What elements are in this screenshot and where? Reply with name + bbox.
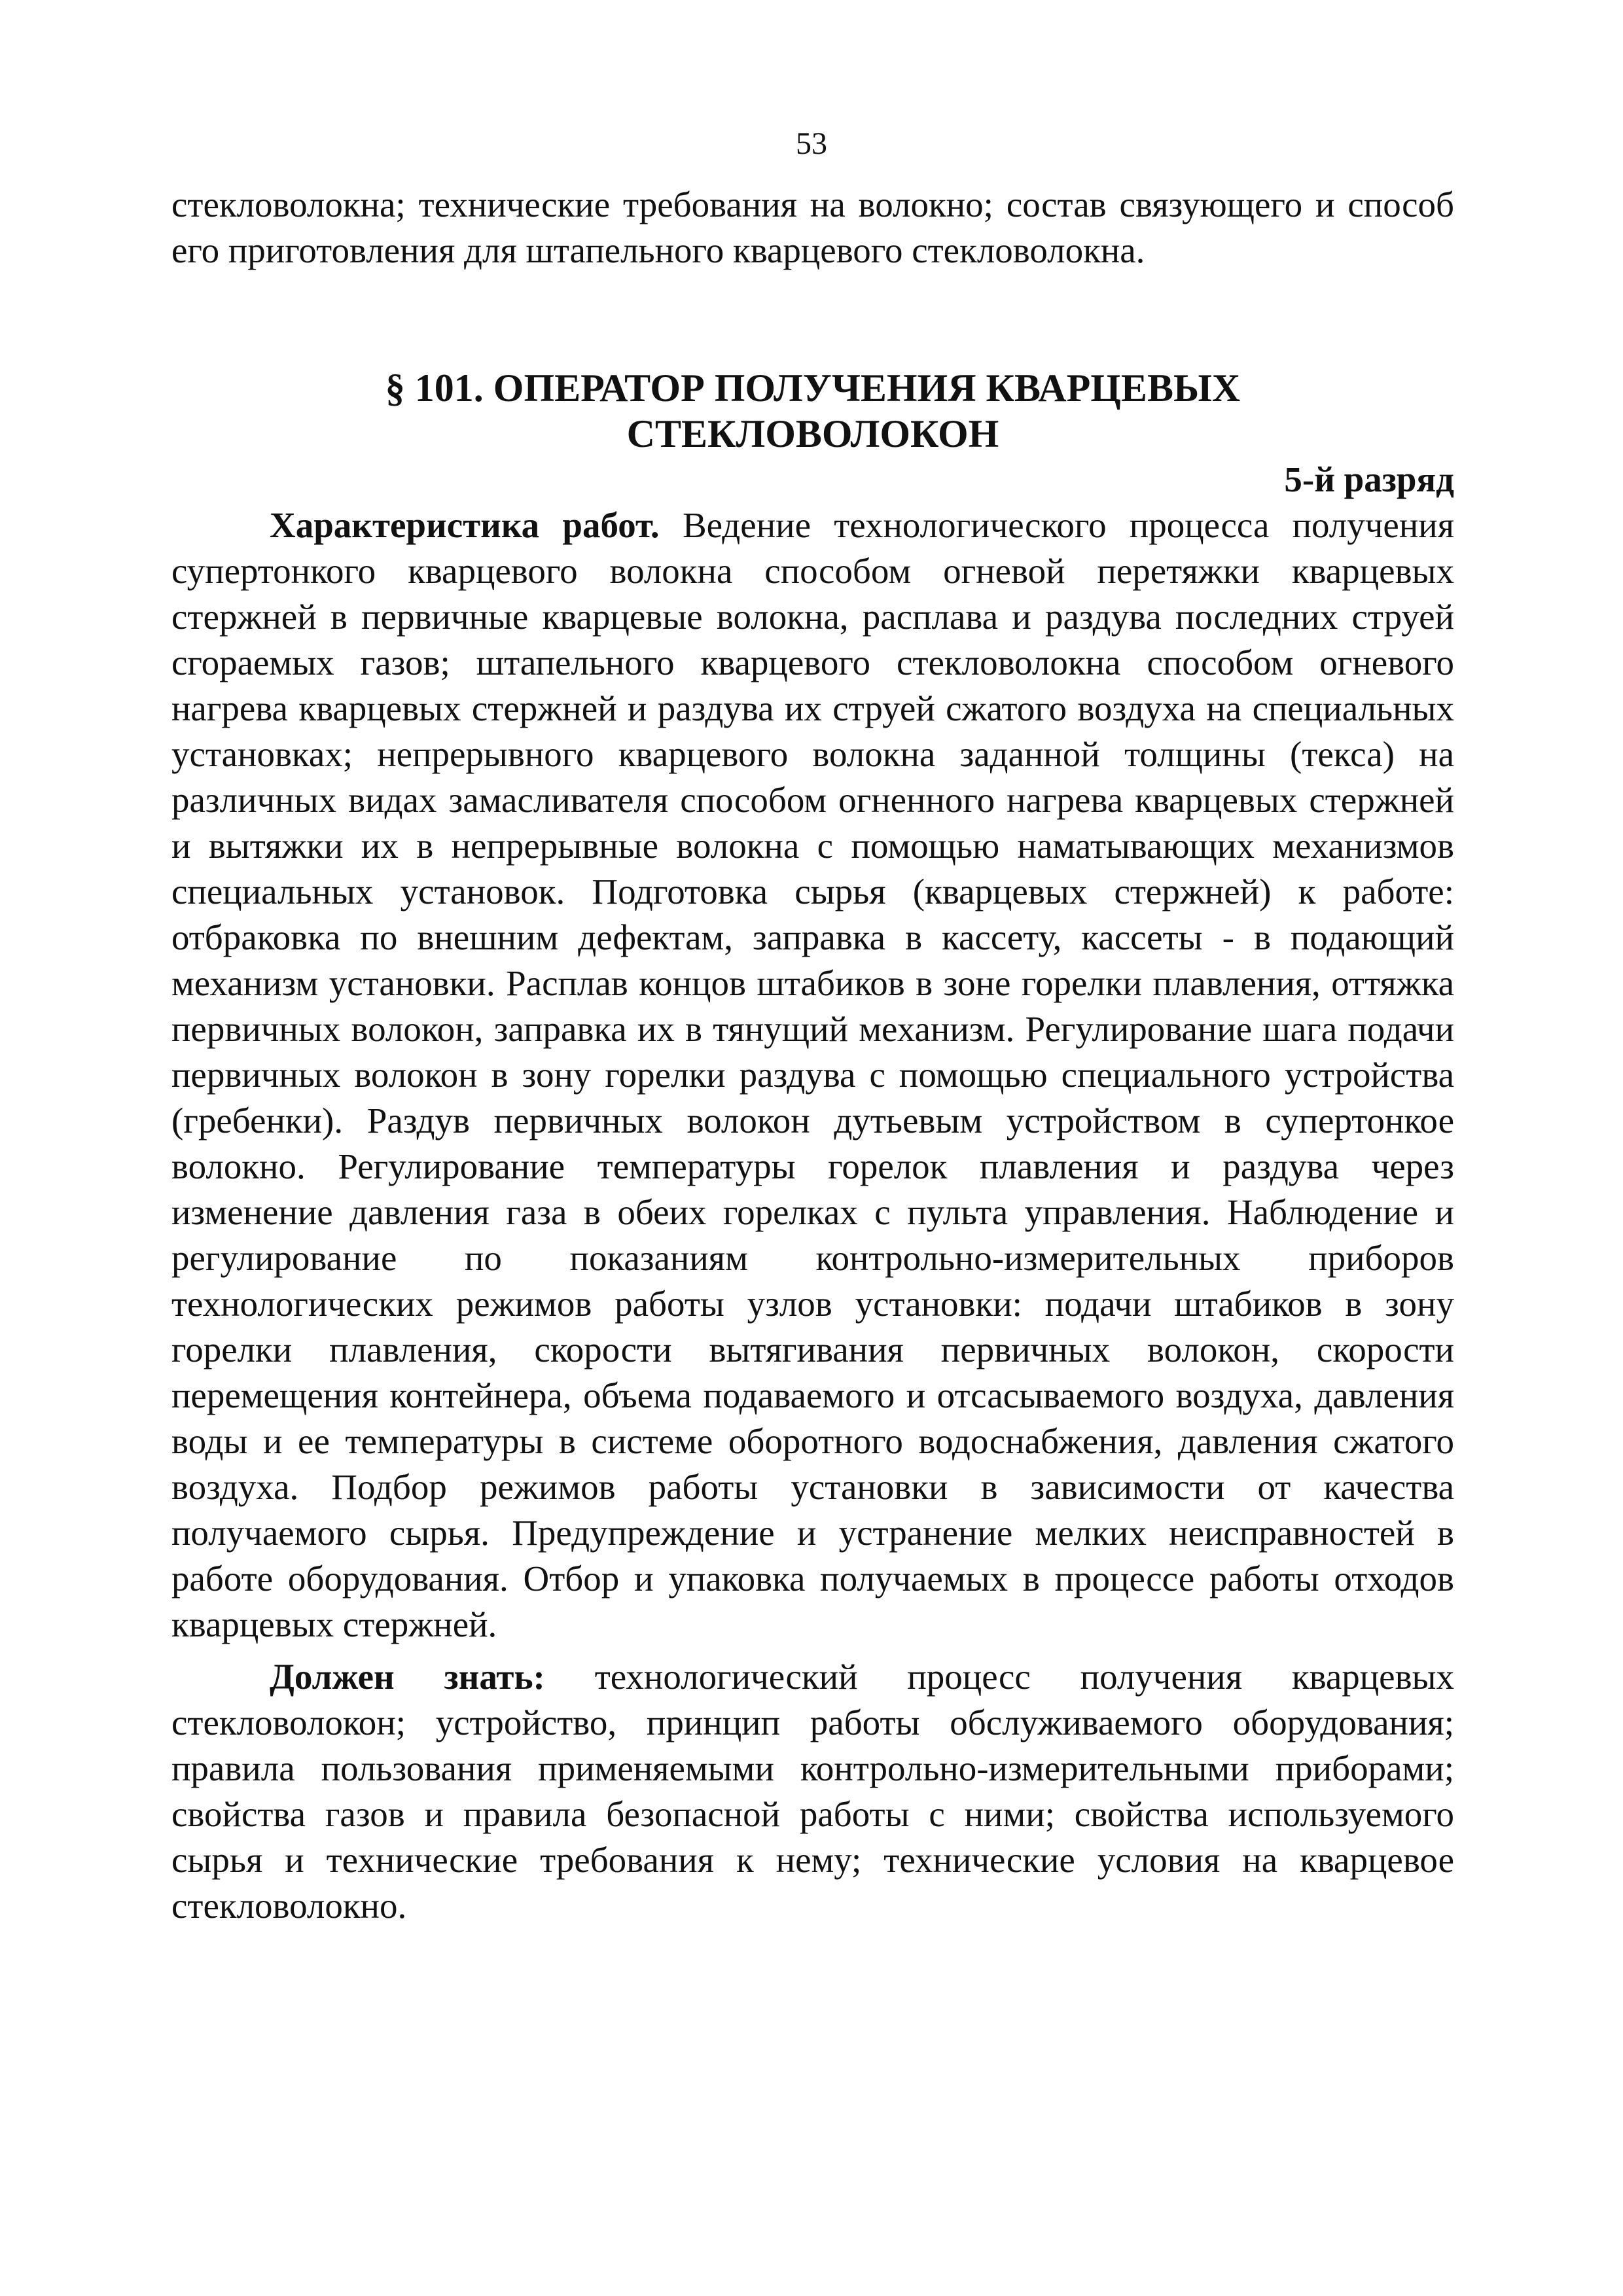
section-title-line-2: СТЕКЛОВОЛОКОН <box>626 412 999 455</box>
section-title <box>171 365 1454 457</box>
characteristics-text: Ведение технологического процесса получения супертонкого кварцевого волокна способом огневой перетяжки кварцевых стержней в первичные кварцевые волокна, расплава и раздува последних струей сгораемых газов; штапельного кварцевого стекловолокна способом огневого нагрева кварцевых стержней и раздува их струей сжатого воздуха на специальных установках; непрерывного кварцевого волокна заданной толщины (текса) на различных видах замасливателя способом огненного нагрева кварцевых стержней и вытяжки их в непрерывные волокна с помощью наматывающих механизмов специальных установок. Подготовка сырья (кварцевых стержней) к работе: отбраковка по внешним дефектам, заправка в кассету, кассеты - в подающий механизм установки. Расплав концов штабиков в зоне горелки плавления, оттяжка первичных волокон, заправка их в тянущий механизм. Регулирование шага подачи первичных волокон в зону горелки раздува с помощью специального устройства (гребенки). Раздув первичных волокон дутьевым устройством в супертонкое волокно. Регулирование температуры горелок плавления и раздува через изменение давления газа в обеих горелках с пульта управления. Наблюдение и регулирование по показаниям контрольно-измерительных приборов технологических режимов работы узлов установки: подачи штабиков в зону горелки плавления, скорости вытягивания первичных волокон, скорости перемещения контейнера, объема подаваемого и отсасываемого воздуха, давления воды и ее температуры в системе оборотного водоснабжения, давления сжатого воздуха. Подбор режимов работы установки в зависимости от качества получаемого сырья. Предупреждение и устранение мелких неисправностей в работе оборудования. Отбор и упаковка получаемых в процессе работы отходов кварцевых стержней. <box>171 505 1454 1644</box>
knowledge-lead: Должен знать: <box>270 1657 545 1697</box>
characteristics-paragraph <box>171 503 1454 1648</box>
knowledge-paragraph <box>171 1654 1454 1929</box>
document-body <box>171 182 1454 1929</box>
page-number: 53 <box>796 126 827 161</box>
characteristics-lead: Характеристика работ. <box>270 505 660 545</box>
knowledge-text: технологический процесс получения кварцевых стекловолокон; устройство, принцип работы обслуживаемого оборудования; правила пользования применяемыми контрольно-измерительными приборами; свойства газов и правила безопасной работы с ними; свойства используемого сырья и технические требования к нему; технические условия на кварцевое стекловолокно. <box>171 1657 1455 1926</box>
intro-paragraph: стекловолокна; технические требования на волокно; состав связующего и способ его приготовления для штапельного кварцевого стекловолокна. <box>171 185 1454 270</box>
grade-label: 5-й разряд <box>1284 459 1454 499</box>
section-title-line-1: § 101. ОПЕРАТОР ПОЛУЧЕНИЯ КВАРЦЕВЫХ <box>385 366 1241 410</box>
